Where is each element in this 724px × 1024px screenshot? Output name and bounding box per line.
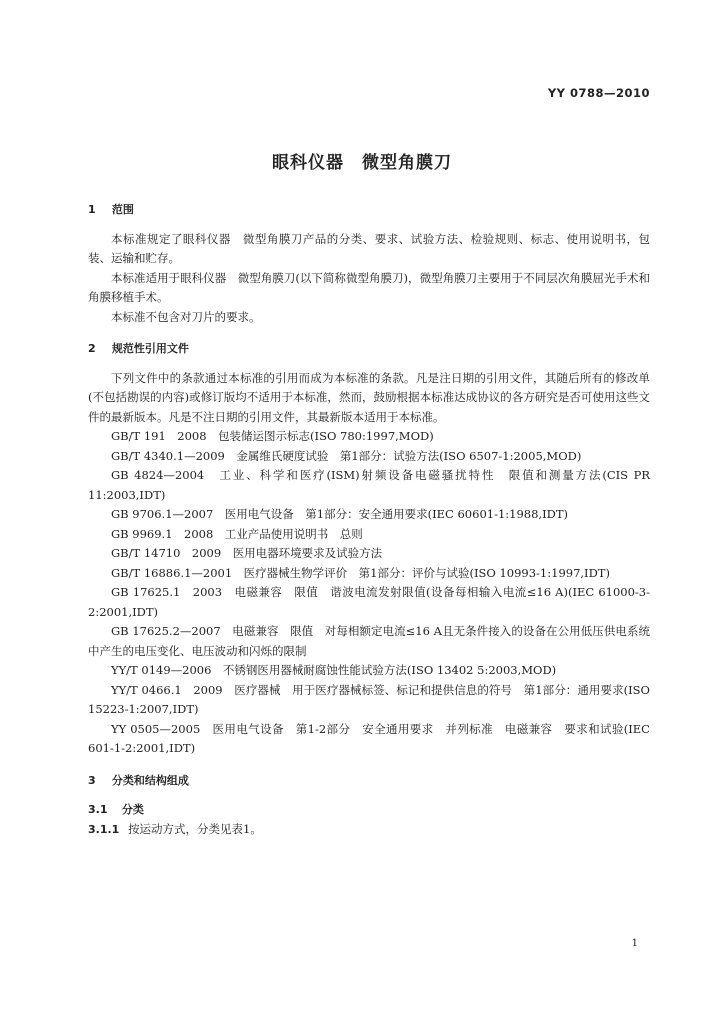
clause-text: 按运动方式，分类见表1。 — [128, 821, 262, 836]
section-number: 1 — [88, 203, 96, 216]
section-title: 范围 — [111, 203, 134, 216]
paragraph: 本标准不包含对刀片的要求。 — [111, 309, 261, 324]
paragraph: 下列文件中的条款通过本标准的引用而成为本标准的条款。凡是注日期的引用文件，其随后所有的修改单(不包括勘误的内容)或修订版均不适用于本标准，然而，鼓励根据本标准达成协议的各方研究是否可使用这些文件的最新版本。凡是不注日期的引用文件，其最新版本适用于本标准。 — [88, 370, 650, 424]
section-3-heading — [88, 771, 650, 791]
reference-item: GB 17625.2—2007 电磁兼容 限值 对每相额定电流≤16 A且无条件接入的设备在公用低压供电系统中产生的电压变化、电压波动和闪烁的限制 — [88, 624, 650, 658]
reference-item: YY/T 0466.1 2009 医疗器械 用于医疗器械标签、标记和提供信息的符号 第1部分：通用要求(ISO 15223-1:2007,IDT) — [88, 682, 650, 716]
reference-item: YY/T 0149—2006 不锈钢医用器械耐腐蚀性能试验方法(ISO 13402 5:2003,MOD) — [111, 663, 557, 677]
reference-item: GB/T 14710 2009 医用电器环境要求及试验方法 — [111, 546, 383, 560]
section-title: 分类和结构组成 — [111, 773, 189, 787]
section-title: 规范性引用文件 — [111, 342, 189, 355]
document-title: 眼科仪器 微型角膜刀 — [272, 153, 452, 173]
paragraph: 本标准规定了眼科仪器 微型角膜刀产品的分类、要求、试验方法、检验规则、标志、使用说明书，包装、运输和贮存。 — [88, 231, 650, 265]
reference-item: GB/T 16886.1—2001 医疗器械生物学评价 第1部分：评价与试验(ISO 10993-1:1997,IDT) — [111, 565, 610, 580]
reference-item: GB/T 4340.1—2009 金属维氏硬度试验 第1部分：试验方法(ISO 6507-1:2005,MOD) — [111, 448, 582, 463]
subsection-number: 3.1 — [88, 803, 108, 816]
reference-item: GB 9969.1 2008 工业产品使用说明书 总则 — [111, 526, 363, 541]
document-body — [88, 200, 650, 839]
subsection-3-1-heading — [88, 800, 650, 820]
clause-number: 3.1.1 — [88, 822, 120, 836]
reference-item: GB 17625.1 2003 电磁兼容 限值 谐波电流发射限值(设备每相输入电流≤16 A)(IEC 61000-3-2:2001,IDT) — [88, 585, 650, 619]
reference-item: YY 0505—2005 医用电气设备 第1-2部分 安全通用要求 并列标准 电磁兼容 要求和试验(IEC 601-1-2:2001,IDT) — [88, 721, 650, 755]
section-2-heading — [88, 339, 650, 359]
reference-item: GB/T 191 2008 包装储运图示标志(ISO 780:1997,MOD) — [111, 429, 434, 443]
page-number: 1 — [631, 938, 638, 949]
reference-item: GB 4824—2004 工业、科学和医疗(ISM)射频设备电磁骚扰特性 限值和测量方法(CIS PR 11:2003,IDT) — [88, 468, 650, 502]
reference-item: GB 9706.1—2007 医用电气设备 第1部分：安全通用要求(IEC 60601-1:1988,IDT) — [111, 507, 568, 521]
section-1-heading — [88, 200, 650, 220]
clause-3-1-1 — [88, 820, 650, 840]
section-number: 2 — [88, 342, 96, 355]
section-number: 3 — [88, 773, 96, 787]
standard-number: YY 0788—2010 — [547, 86, 650, 100]
paragraph: 本标准适用于眼科仪器 微型角膜刀(以下简称微型角膜刀)，微型角膜刀主要用于不同层次角膜屈光手术和角膜移植手术。 — [88, 270, 650, 304]
subsection-title: 分类 — [121, 803, 144, 816]
